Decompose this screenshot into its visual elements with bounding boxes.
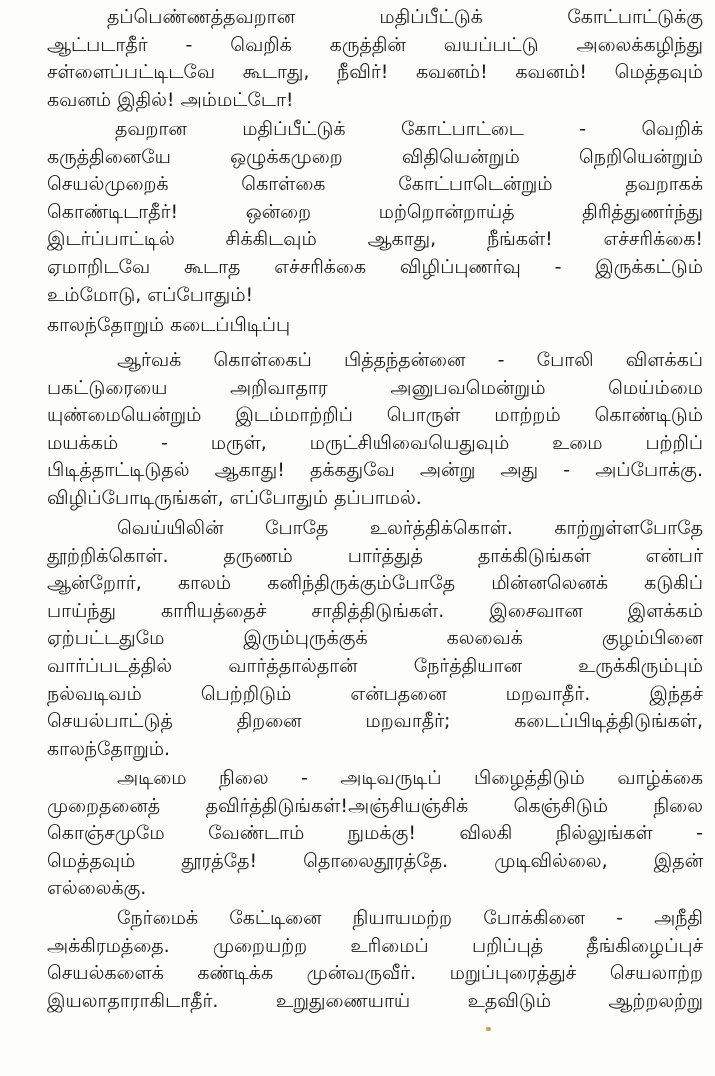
- paragraph-line: ஏமாறிடவே கூடாத எச்சரிக்கை விழிப்புணர்வு - இருக்கட்டும்: [47, 255, 703, 278]
- paragraph-5: [47, 765, 703, 903]
- paragraph-line: யுண்மையென்றும் இடம்மாற்றிப் பொருள் மாற்றம் கொண்டிடும்: [47, 404, 703, 427]
- paragraph-line: வெய்யிலின் போதே உலர்த்திக்கொள். காற்றுள்ளபோதே: [117, 517, 703, 539]
- paragraph-line: கொஞ்சமுமே வேண்டாம் நுமக்கு! விலகி நில்லுங்கள் -: [47, 822, 703, 845]
- paragraph-3: [47, 347, 703, 513]
- paragraph-line: செயல்களைக் கண்டிக்க முன்வருவீர். மறுப்புரைத்துச் செயலாற்ற: [47, 962, 703, 985]
- paragraph-line: மயக்கம் - மருள், மருட்சியிவையெதுவும் உமை பற்றிப்: [47, 431, 703, 454]
- section-heading: காலந்தோறும் கடைப்பிடிப்பு: [47, 314, 291, 336]
- paragraph-line: நேர்மைக் கேட்டினை நியாயமற்ற போக்கினை - அநீதி: [117, 907, 703, 929]
- paragraph-line: உம்மோடு, எப்போதும்!: [47, 283, 254, 306]
- paragraph-line: வார்ப்படத்தில் வார்த்தால்தான் நேர்த்தியான உருக்கிரும்பும்: [47, 654, 703, 677]
- paragraph-line: செயல்பாட்டுத் திறனை மறவாதீர்; கடைப்பிடித்திடுங்கள்,: [47, 710, 703, 733]
- paragraph-line: எல்லைக்கு.: [47, 877, 147, 900]
- paragraph-line: பிடித்தாட்டிடுதல் ஆகாது! தக்கதுவே அன்று அது - அப்போக்கு.: [47, 459, 703, 482]
- paragraph-line: ஆர்வக் கொள்கைப் பித்தந்தன்னை - போலி விளக்கப்: [117, 349, 703, 371]
- paragraph-line: காலந்தோறும்.: [47, 737, 171, 760]
- paragraph-line: விழிப்போடிருங்கள், எப்போதும் தப்பாமல்.: [47, 486, 422, 509]
- paragraph-line: பகட்டுரையை அறிவாதார அனுபவமென்றும் மெய்ம்மை: [47, 376, 703, 399]
- paragraph-4: [47, 515, 703, 763]
- paragraph-line: அக்கிரமத்தை. முறையற்ற உரிமைப் பறிப்புத் தீங்கிழைப்புச்: [47, 934, 703, 957]
- paragraph-line: ஆட்படாதீர் - வெறிக் கருத்தின் வயப்பட்டு அலைக்கழிந்து: [47, 33, 703, 56]
- paragraph-line: தூற்றிக்கொள். தருணம் பார்த்துத் தாக்கிடுங்கள் என்பர்: [47, 544, 703, 567]
- paragraph-line: நல்வடிவம் பெற்றிடும் என்பதனை மறவாதீர். இந்தச்: [47, 682, 703, 705]
- paragraph-line: மெத்தவும் தூரத்தே! தொலைதூரத்தே. முடிவில்லை, இதன்: [47, 849, 703, 872]
- paragraph-line: கருத்தினையே ஒழுக்கமுறை விதியென்றும் நெறியென்றும்: [47, 145, 703, 168]
- paragraph-line: ஆன்றோர், காலம் கனிந்திருக்கும்போதே மின்னலெனக் கடுகிப்: [47, 572, 703, 595]
- paragraph-1: [47, 4, 703, 114]
- paragraph-line: அடிமை நிலை - அடிவருடிப் பிழைத்திடும் வாழ்க்கை: [117, 767, 703, 789]
- paragraph-line: தவறான மதிப்பீட்டுக் கோட்பாட்டை - வெறிக்: [115, 118, 703, 140]
- paragraph-line: தப்பெண்ணத்தவறான மதிப்பீட்டுக் கோட்பாட்டுக்கு: [107, 6, 703, 28]
- paragraph-line: கொண்டிடாதீர்! ஒன்றை மற்றொன்றாய்த் திரித்துணர்ந்து: [47, 200, 703, 223]
- paragraph-2: [47, 116, 703, 309]
- paragraph-line: செயல்முறைக் கொள்கை கோட்பாடென்றும் தவறாகக்: [47, 173, 703, 196]
- paragraph-line: இயலாதாராகிடாதீர். உறுதுணையாய் உதவிடும் ஆற்றலற்று: [47, 989, 703, 1012]
- paragraph-6: [47, 905, 703, 1015]
- ink-speck: [486, 1027, 491, 1031]
- paragraph-line: இடர்ப்பாட்டில் சிக்கிடவும் ஆகாது, நீங்கள்! எச்சரிக்கை!: [47, 228, 703, 251]
- paragraph-line: முறைதனைத் தவிர்த்திடுங்கள்!அஞ்சியஞ்சிக் கெஞ்சிடும் நிலை: [47, 794, 703, 817]
- paragraph-line: ஏற்பட்டதுமே இரும்புருக்குக் கலவைக் குழம்பினை: [47, 627, 703, 650]
- paragraph-line: கவனம் இதில்! அம்மட்டோ!: [47, 88, 294, 111]
- paragraph-line: சள்ளைப்பட்டிடவே கூடாது, நீவிர்! கவனம்! கவனம்! மெத்தவும்: [47, 61, 703, 84]
- paragraph-line: பாய்ந்து காரியத்தைச் சாதித்திடுங்கள். இசைவான இளக்கம்: [47, 599, 703, 622]
